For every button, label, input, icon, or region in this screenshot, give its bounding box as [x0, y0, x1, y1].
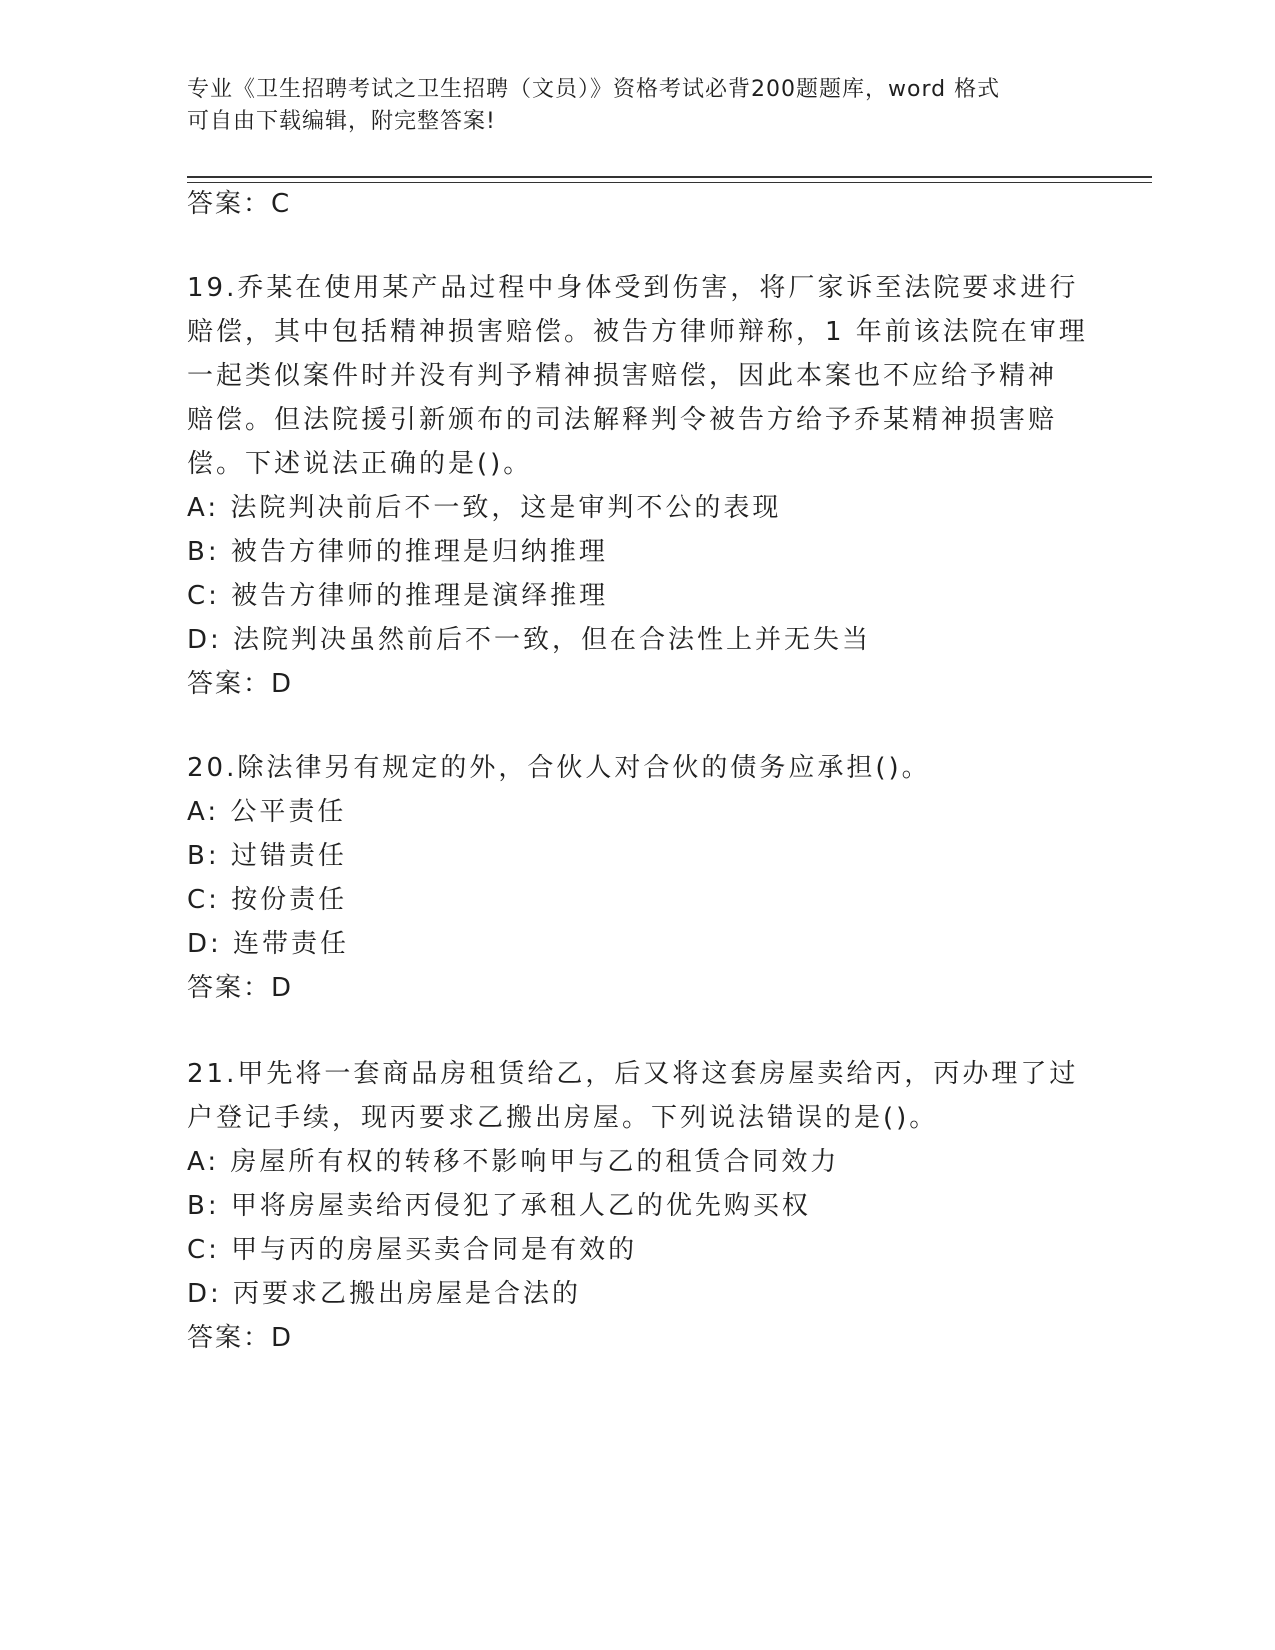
question-19-line-2: 赔偿，其中包括精神损害赔偿。被告方律师辩称，1 年前该法院在审理 [187, 317, 1088, 347]
question-20-answer: 答案：D [187, 973, 294, 1003]
question-20-option-a: A: 公平责任 [187, 797, 347, 827]
header-line-2: 可自由下载编辑，附完整答案! [187, 109, 496, 134]
header-rule-thin [187, 182, 1152, 183]
document-header [187, 74, 1087, 138]
question-21-option-b: B: 甲将房屋卖给丙侵犯了承租人乙的优先购买权 [187, 1191, 811, 1221]
question-21-option-c: C: 甲与丙的房屋买卖合同是有效的 [187, 1235, 638, 1265]
question-19-line-4: 赔偿。但法院援引新颁布的司法解释判令被告方给予乔某精神损害赔 [187, 405, 1058, 435]
question-20-option-d: D: 连带责任 [187, 929, 350, 959]
question-19-answer: 答案：D [187, 669, 294, 699]
question-20-option-c: C: 按份责任 [187, 885, 348, 915]
question-19-option-b: B: 被告方律师的推理是归纳推理 [187, 537, 608, 567]
header-rule-thick [187, 176, 1152, 178]
header-line-1: 专业《卫生招聘考试之卫生招聘（文员）》资格考试必背200题题库，word 格式 [187, 77, 1001, 102]
question-21-line-1: 21.甲先将一套商品房租赁给乙，后又将这套房屋卖给丙，丙办理了过 [187, 1059, 1079, 1089]
question-19-option-d: D: 法院判决虽然前后不一致，但在合法性上并无失当 [187, 625, 872, 655]
question-20-option-b: B: 过错责任 [187, 841, 347, 871]
question-21-line-2: 户登记手续，现丙要求乙搬出房屋。下列说法错误的是()。 [187, 1103, 939, 1133]
question-20-line-1: 20.除法律另有规定的外，合伙人对合伙的债务应承担()。 [187, 753, 931, 783]
answer-line: 答案：C [187, 189, 292, 219]
question-19-line-3: 一起类似案件时并没有判予精神损害赔偿，因此本案也不应给予精神 [187, 361, 1058, 391]
question-21-answer: 答案：D [187, 1323, 294, 1353]
question-19-option-a: A: 法院判决前后不一致，这是审判不公的表现 [187, 493, 782, 523]
question-19-option-c: C: 被告方律师的推理是演绎推理 [187, 581, 609, 611]
question-21-option-a: A: 房屋所有权的转移不影响甲与乙的租赁合同效力 [187, 1147, 840, 1177]
question-19-line-1: 19.乔某在使用某产品过程中身体受到伤害，将厂家诉至法院要求进行 [187, 273, 1079, 303]
question-19-line-5: 偿。下述说法正确的是()。 [187, 449, 533, 479]
question-21-option-d: D: 丙要求乙搬出房屋是合法的 [187, 1279, 582, 1309]
